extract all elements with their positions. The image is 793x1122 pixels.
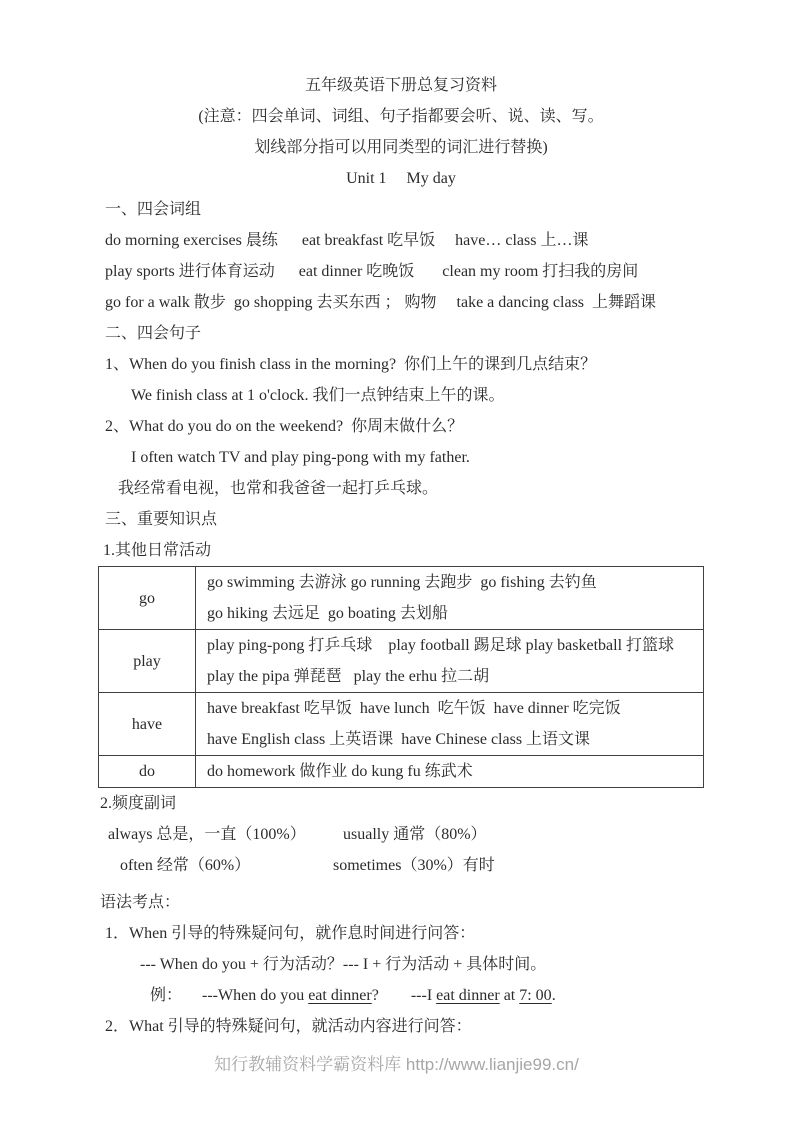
table-row-go (99, 567, 704, 630)
grammar-example (143, 980, 704, 1011)
items-line: go hiking 去远足 go boating 去划船 (207, 605, 448, 622)
freq-often: often 经常（60%） (120, 857, 251, 874)
example-underlined-2: eat dinner (436, 987, 500, 1004)
grammar-point-1: 1．When 引导的特殊疑问句，就作息时间进行问答： (105, 925, 476, 942)
doc-title: 五年级英语下册总复习资料 (304, 77, 497, 94)
footer-watermark: 知行教辅资料学霸资料库 http://www.lianjie99.cn/ (214, 1055, 579, 1074)
sentence-a1: We finish class at 1 o'clock. 我们一点钟结束上午的课。 (131, 387, 505, 404)
freq-usually: usually 通常（80%） (343, 826, 487, 843)
frequency-line-1 (98, 819, 704, 850)
items-line: go swimming 去游泳 go running 去跑步 go fishing 去钓鱼 (207, 574, 597, 591)
items-cell (196, 567, 704, 630)
grammar-heading: 语法考点： (100, 894, 181, 911)
unit-heading: Unit 1 My day (346, 170, 456, 187)
knowledge-sub1: 1.其他日常活动 (103, 542, 212, 559)
example-suffix: . (551, 987, 556, 1004)
sentence-a2-english: I often watch TV and play ping-pong with my father. (131, 449, 470, 466)
items-cell (196, 630, 704, 693)
note-line-1: (注意：四会单词、词组、句子指都要会听、说、读、写。 (198, 108, 604, 125)
section-sentences-heading: 二、四会句子 (105, 325, 202, 342)
note-line-2: 划线部分指可以用同类型的词汇进行替换) (254, 139, 548, 156)
verb-cell: have (99, 693, 196, 756)
sentence-q1: 1、When do you finish class in the morning? 你们上午的课到几点结束？ (105, 356, 597, 373)
verb-cell: go (99, 567, 196, 630)
example-underlined-3: 7: 00 (519, 987, 552, 1004)
sentence-q2: 2、What do you do on the weekend? 你周末做什么？ (105, 418, 464, 435)
freq-always: always 总是，一直（100%） (108, 826, 306, 843)
items-line: play ping-pong 打乒乓球 play football 踢足球 play basketball 打篮球 (207, 637, 675, 654)
frequency-line-2 (98, 850, 704, 881)
example-prefix: 例： ---When do you (150, 987, 309, 1004)
items-line: have English class 上英语课 have Chinese class 上语文课 (207, 731, 591, 748)
items-cell (196, 693, 704, 756)
knowledge-sub2: 2.频度副词 (100, 795, 177, 812)
example-mid-2: at (499, 987, 520, 1004)
phrase-line-2: play sports 进行体育运动 eat dinner 吃晚饭 clean my room 打扫我的房间 (105, 263, 639, 280)
verb-cell: play (99, 630, 196, 693)
phrase-line-3: go for a walk 散步 go shopping 去买东西 ； 购物 take a dancing class 上舞蹈课 (105, 294, 657, 311)
document-content (98, 70, 704, 1042)
grammar-point-2: 2．What 引导的特殊疑问句，就活动内容进行问答： (105, 1018, 472, 1035)
items-line: have breakfast 吃早饭 have lunch 吃午饭 have dinner 吃完饭 (207, 700, 621, 717)
items-line: do homework 做作业 do kung fu 练武术 (207, 763, 473, 780)
table-row-play (99, 630, 704, 693)
items-cell (196, 756, 704, 788)
freq-sometimes: sometimes（30%）有时 (333, 857, 495, 874)
activities-table (98, 566, 704, 788)
example-mid-1: ? ---I (371, 987, 437, 1004)
section-knowledge-heading: 三、重要知识点 (105, 511, 218, 528)
table-row-do (99, 756, 704, 788)
table-row-have (99, 693, 704, 756)
phrase-line-1: do morning exercises 晨练 eat breakfast 吃早饭 have… class 上…课 (105, 232, 589, 249)
section-phrases-heading: 一、四会词组 (105, 201, 202, 218)
items-line: play the pipa 弹琵琶 play the erhu 拉二胡 (207, 668, 490, 685)
sentence-a2-chinese: 我经常看电视，也常和我爸爸一起打乒乓球。 (118, 480, 439, 497)
verb-cell: do (99, 756, 196, 788)
grammar-pattern-1: --- When do you + 行为活动？--- I + 行为活动 + 具体时间。 (140, 956, 547, 973)
example-underlined-1: eat dinner (308, 987, 372, 1004)
